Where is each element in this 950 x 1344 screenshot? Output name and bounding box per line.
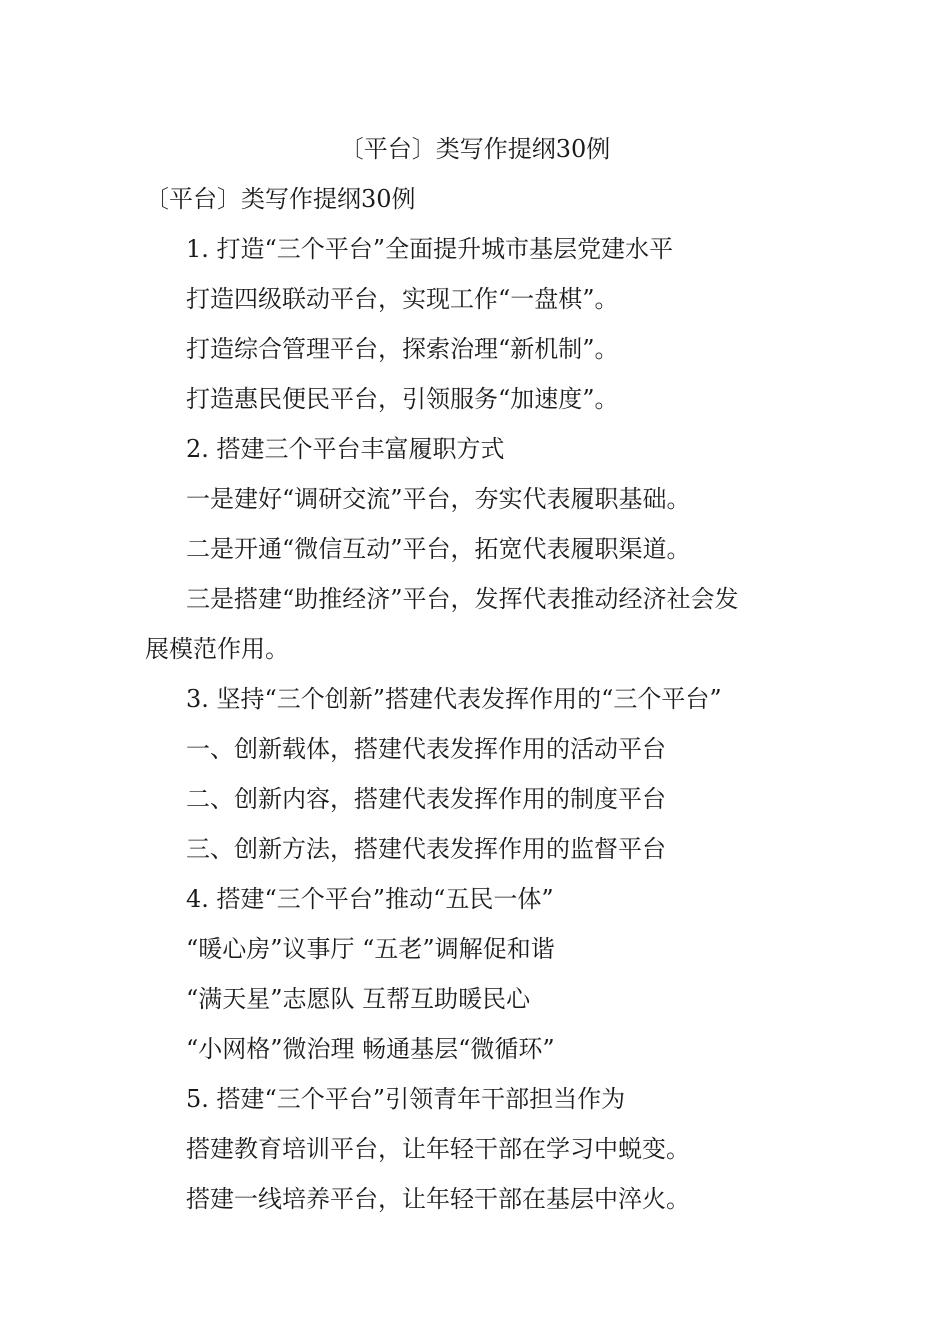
- section-heading-3: 3. 坚持“三个创新”搭建代表发挥作用的“三个平台”: [186, 685, 722, 713]
- section-heading-1: 1. 打造“三个平台”全面提升城市基层党建水平: [186, 235, 674, 263]
- text-line: 打造四级联动平台，实现工作“一盘棋”。: [186, 285, 619, 313]
- section-heading-4: 4. 搭建“三个平台”推动“五民一体”: [186, 885, 554, 913]
- text-line: 一、创新载体，搭建代表发挥作用的活动平台: [186, 735, 666, 763]
- text-line: 打造惠民便民平台，引领服务“加速度”。: [186, 385, 619, 413]
- text-line: 搭建一线培养平台，让年轻干部在基层中淬火。: [186, 1185, 690, 1213]
- text-line: “小网格”微治理 畅通基层“微循环”: [186, 1035, 555, 1063]
- document-subtitle: 〔平台〕类写作提纲30例: [145, 185, 416, 213]
- text-line: “满天星”志愿队 互帮互助暖民心: [186, 985, 531, 1013]
- text-line: 三是搭建“助推经济”平台，发挥代表推动经济社会发: [186, 585, 739, 613]
- text-line: 一是建好“调研交流”平台，夯实代表履职基础。: [186, 485, 691, 513]
- text-line: “暖心房”议事厅 “五老”调解促和谐: [186, 935, 555, 963]
- text-line: 三、创新方法，搭建代表发挥作用的监督平台: [186, 835, 666, 863]
- text-line: 打造综合管理平台，探索治理“新机制”。: [186, 335, 619, 363]
- section-heading-2: 2. 搭建三个平台丰富履职方式: [186, 435, 505, 463]
- text-line: 二是开通“微信互动”平台，拓宽代表履职渠道。: [186, 535, 691, 563]
- text-line: 展模范作用。: [145, 635, 289, 663]
- section-heading-5: 5. 搭建“三个平台”引领青年干部担当作为: [186, 1085, 626, 1113]
- text-line: 二、创新内容，搭建代表发挥作用的制度平台: [186, 785, 666, 813]
- text-line: 搭建教育培训平台，让年轻干部在学习中蜕变。: [186, 1135, 690, 1163]
- document-title: 〔平台〕类写作提纲30例: [339, 135, 611, 163]
